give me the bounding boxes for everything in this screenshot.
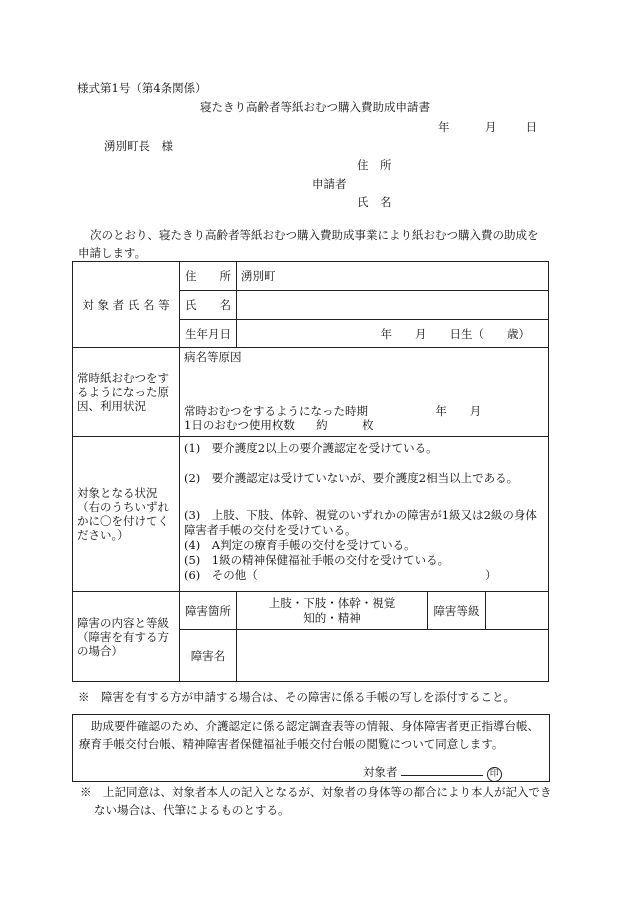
daily-line xyxy=(184,418,544,432)
site-options-1: 上肢・下肢・体幹・視覚 xyxy=(268,595,396,610)
since-value: 年 月 xyxy=(435,404,482,418)
row-reason xyxy=(73,348,549,437)
daily-label: 1日のおむつ使用枚数 xyxy=(184,418,295,432)
grade-value[interactable] xyxy=(486,592,549,630)
situation-item-6-line[interactable] xyxy=(184,568,544,583)
site-options-2: 知的・精神 xyxy=(303,610,361,625)
row-address xyxy=(73,262,549,291)
date-day: 日 xyxy=(525,120,538,134)
situation-item-2[interactable]: (2) 要介護認定は受けていないが、要介護度2相当以上である。 xyxy=(184,471,519,485)
situation-item-6-close: ） xyxy=(485,568,497,582)
consent-box xyxy=(72,714,550,782)
address-label: 住 所 xyxy=(180,262,237,291)
form-number: 様式第1号（第4条関係） xyxy=(77,81,207,95)
daily-value: 約 枚 xyxy=(316,418,374,432)
situation-item-6: (6) その他（ xyxy=(184,568,258,582)
addressee: 湧別町長 様 xyxy=(104,139,173,153)
grade-label: 障害等級 xyxy=(428,592,486,630)
signer-label: 対象者 xyxy=(363,765,398,779)
signature-field[interactable] xyxy=(401,763,483,776)
application-table xyxy=(72,261,549,682)
since-label: 常時おむつをするようになった時期 xyxy=(184,404,368,418)
applicant-name-label: 氏 名 xyxy=(357,195,392,209)
birth-value[interactable]: 年 月 日生（ 歳） xyxy=(237,320,549,348)
date-year: 年 xyxy=(438,120,450,134)
reason-cell[interactable] xyxy=(180,348,549,437)
disability-name-value[interactable] xyxy=(237,630,549,682)
consent-text: 助成要件確認のため、介護認定に係る認定調査表等の情報、身体障害者更正指導台帳、療育手帳交付台帳、精神障害者保健福祉手帳交付台帳の閲覧について同意します。 xyxy=(79,719,540,751)
disability-name-label: 障害名 xyxy=(180,630,237,682)
consent-signature-line[interactable] xyxy=(363,763,502,782)
disability-header: 障害の内容と等級（障害を有する方の場合） xyxy=(73,592,180,682)
seal-mark: 印 xyxy=(487,767,502,782)
reason-header: 常時紙おむつをするようになった原因、利用状況 xyxy=(73,348,180,437)
address-value[interactable]: 湧別町 xyxy=(237,262,549,291)
situation-item-3[interactable]: (3) 上肢、下肢、体幹、視覚のいずれかの障害が1級又は2級の身体障害者手帳の交付を受けている。 xyxy=(184,508,537,537)
situation-item-1[interactable]: (1) 要介護度2以上の要介護認定を受けている。 xyxy=(184,441,438,455)
date-month: 月 xyxy=(484,120,497,134)
name-value[interactable] xyxy=(237,291,549,320)
situation-item-4[interactable]: (4) A判定の療育手帳の交付を受けている。 xyxy=(184,538,416,552)
intro-text: 次のとおり、寝たきり高齢者等紙おむつ購入費助成事業により紙おむつ購入費の助成を申請します。 xyxy=(78,228,539,260)
situation-cell[interactable] xyxy=(180,437,549,592)
situation-header: 対象となる状況（右のうちいずれかに〇を付けてください。） xyxy=(73,437,180,592)
situation-item-5[interactable]: (5) 1級の精神保健福祉手帳の交付を受けている。 xyxy=(184,553,450,567)
name-label: 氏 名 xyxy=(180,291,237,320)
applicant-label: 申請者 xyxy=(312,177,347,191)
note-attachment: ※ 障害を有する方が申請する場合は、その障害に係る手帳の写しを添付すること。 xyxy=(78,690,515,704)
cause-label: 病名等原因 xyxy=(184,350,242,364)
form-title: 寝たきり高齢者等紙おむつ購入費助成申請書 xyxy=(200,100,430,114)
row-disability-site xyxy=(73,592,549,630)
applicant-address-label: 住 所 xyxy=(357,158,392,172)
target-person-header: 対 象 者 氏 名 等 xyxy=(73,262,180,348)
date-line xyxy=(438,119,537,135)
row-situation xyxy=(73,437,549,592)
since-line xyxy=(184,404,544,418)
birth-label: 生年月日 xyxy=(180,320,237,348)
note-proxy: ※ 上記同意は、対象者本人の記入となるが、対象者の身体等の都合により本人が記入できない場合は、代筆によるものとする。 xyxy=(80,785,552,817)
site-label: 障害箇所 xyxy=(180,592,237,630)
site-options[interactable] xyxy=(237,592,428,630)
